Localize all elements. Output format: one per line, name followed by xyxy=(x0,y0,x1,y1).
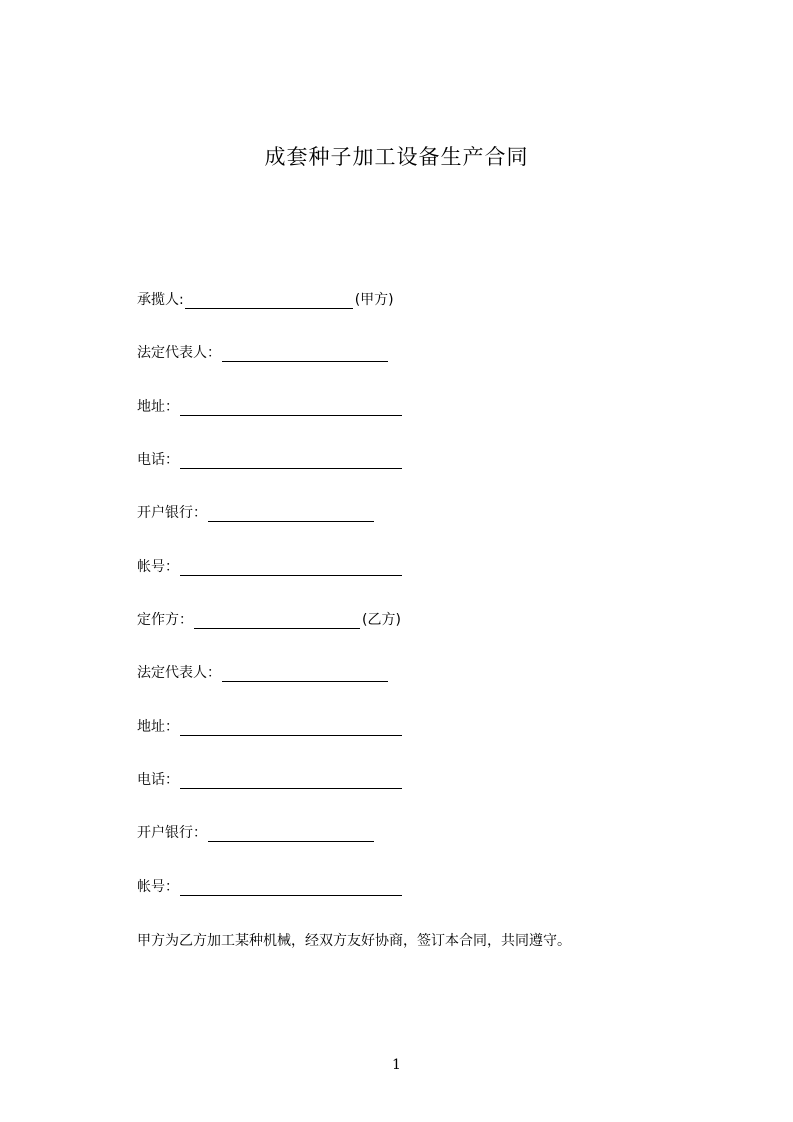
party-a-address-blank xyxy=(180,401,402,416)
orderer-suffix: (乙方) xyxy=(362,612,401,628)
party-a-account-blank xyxy=(180,561,402,576)
party-b-bank-label: 开户银行： xyxy=(137,825,207,841)
party-a-bank-label: 开户银行： xyxy=(137,505,207,521)
party-a-address-label: 地址： xyxy=(137,399,179,415)
party-a-phone-row xyxy=(137,451,404,469)
party-b-rep-label: 法定代表人： xyxy=(137,665,221,681)
orderer-row xyxy=(137,611,401,629)
party-a-phone-blank xyxy=(180,454,402,469)
party-a-account-label: 帐号： xyxy=(137,559,179,575)
intro-paragraph: 甲方为乙方加工某种机械，经双方友好协商，签订本合同，共同遵守。 xyxy=(137,933,571,949)
party-b-address-blank xyxy=(180,721,402,736)
contractor-blank xyxy=(185,294,353,309)
party-b-phone-blank xyxy=(180,774,402,789)
party-a-rep-blank xyxy=(222,347,388,362)
party-a-rep-label: 法定代表人： xyxy=(137,345,221,361)
party-b-bank-blank xyxy=(208,827,374,842)
party-b-phone-label: 电话： xyxy=(137,772,179,788)
party-b-rep-row xyxy=(137,664,390,682)
party-b-account-label: 帐号： xyxy=(137,879,179,895)
contractor-row xyxy=(137,291,394,309)
contractor-label: 承揽人: xyxy=(137,292,184,308)
party-b-phone-row xyxy=(137,771,404,789)
party-a-bank-row xyxy=(137,504,376,522)
party-b-account-blank xyxy=(180,881,402,896)
document-title: 成套种子加工设备生产合同 xyxy=(264,145,529,169)
party-a-phone-label: 电话： xyxy=(137,452,179,468)
orderer-label: 定作方： xyxy=(137,612,193,628)
party-a-account-row xyxy=(137,558,404,576)
party-b-address-label: 地址： xyxy=(137,719,179,735)
party-a-bank-blank xyxy=(208,507,374,522)
party-b-address-row xyxy=(137,718,404,736)
party-a-rep-row xyxy=(137,344,390,362)
contractor-suffix: (甲方) xyxy=(354,292,394,308)
party-b-bank-row xyxy=(137,824,376,842)
party-a-address-row xyxy=(137,398,404,416)
page-number: 1 xyxy=(392,1057,401,1073)
party-b-rep-blank xyxy=(222,667,388,682)
party-b-account-row xyxy=(137,878,404,896)
orderer-blank xyxy=(194,614,360,629)
